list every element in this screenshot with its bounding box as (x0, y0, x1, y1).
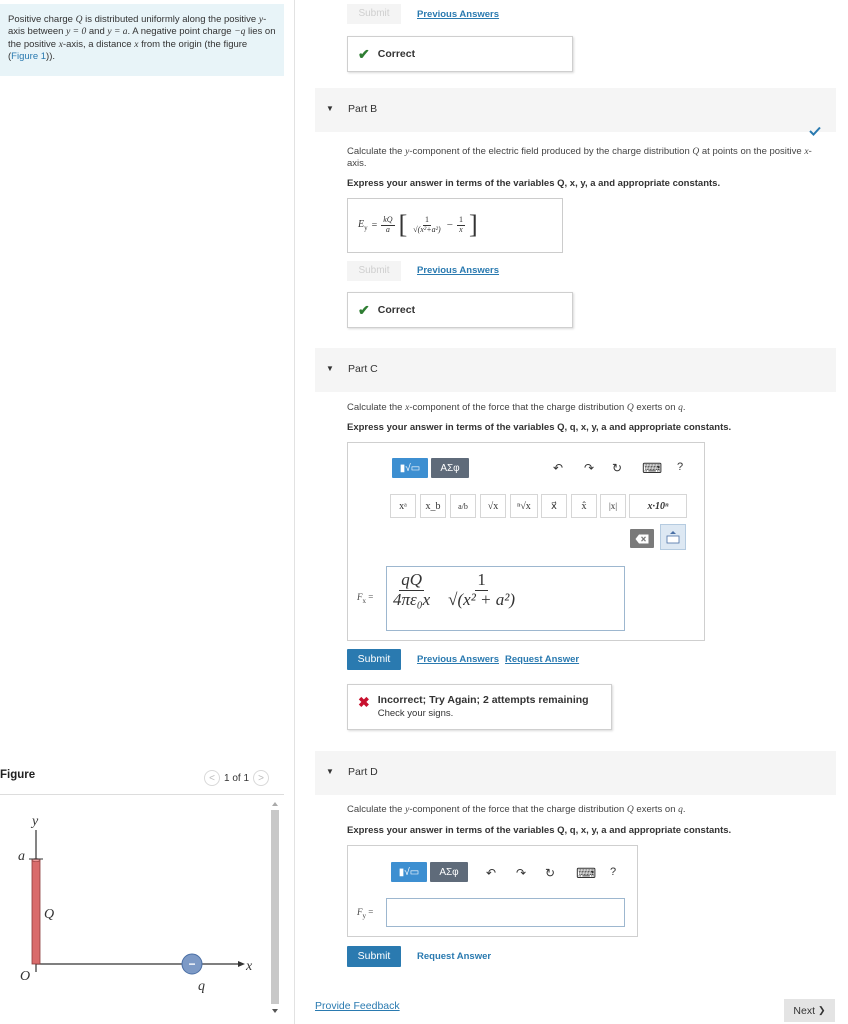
figure-pager-text: 1 of 1 (224, 772, 250, 784)
superscript-button[interactable]: xᵃ (390, 494, 416, 518)
fy-label: $F_y$ = (357, 907, 374, 920)
completed-check-icon (809, 126, 821, 136)
var-x: x (134, 39, 139, 50)
templates-button[interactable]: ▮√▭ (392, 458, 428, 478)
prev-figure-button[interactable]: < (204, 770, 220, 786)
part-b-question (347, 146, 817, 170)
panel-divider (294, 0, 295, 1024)
problem-text: . A negative point charge (127, 26, 235, 38)
keyboard-shortcuts-icon[interactable]: ⌨ (576, 865, 597, 881)
question-text: Calculate the (347, 146, 406, 157)
scrollbar-thumb[interactable] (271, 810, 279, 1004)
var-x: x (804, 147, 809, 157)
feedback-text: Correct (377, 48, 416, 60)
var-q: q (678, 805, 683, 815)
part-c-answer-input[interactable] (386, 566, 625, 631)
feedback-title: Incorrect; Try Again; 2 attempts remaining (377, 694, 589, 706)
var-Q: Q (626, 805, 634, 815)
help-icon[interactable]: ? (610, 866, 617, 878)
greek-symbols-button[interactable]: ΑΣφ (431, 458, 469, 478)
x-axis-arrow-icon (238, 961, 245, 967)
answer-lhs: $E_y$ (358, 218, 368, 232)
var-y: y (405, 805, 410, 815)
figure-title: Figure (0, 769, 36, 781)
bracket-close: ] (468, 210, 478, 239)
provide-feedback-link[interactable]: Provide Feedback (315, 1000, 400, 1012)
part-b-instruction: Express your answer in terms of the variables Q, x, y, a and appropriate constants. (347, 178, 721, 189)
part-title: Part C (348, 363, 378, 375)
label-y: y (32, 814, 39, 829)
problem-text: -axis, a distance (62, 38, 135, 50)
part-title: Part B (348, 103, 378, 115)
label-a: a (18, 849, 25, 864)
undo-icon[interactable]: ↶ (486, 866, 497, 880)
divider (0, 794, 284, 795)
var-x: x (405, 403, 410, 413)
feedback-body (378, 694, 589, 719)
templates-button[interactable]: ▮√▭ (391, 862, 427, 882)
part-d-submit-button[interactable]: Submit (347, 946, 401, 967)
entered-expression (391, 571, 517, 609)
part-b-answer-box (347, 198, 563, 253)
label-q: q (198, 979, 205, 994)
collapse-triangle-icon: ▼ (326, 104, 334, 113)
redo-icon[interactable]: ↷ (516, 866, 527, 880)
reset-icon[interactable]: ↻ (612, 461, 623, 475)
next-button[interactable] (784, 999, 835, 1022)
part-c-previous-answers-link[interactable]: Previous Answers (417, 654, 500, 665)
problem-text: and (86, 26, 108, 38)
problem-statement (0, 4, 284, 76)
problem-text: from the origin (the figure ( (8, 38, 248, 63)
check-icon: ✔ (358, 45, 370, 62)
entered-fraction: $\frac{qQ}{\text{4πε₀x}}$ (393, 570, 431, 609)
incorrect-x-icon: ✖ (358, 694, 370, 710)
part-b-header[interactable] (315, 88, 836, 132)
next-figure-button[interactable]: > (253, 770, 269, 786)
answer-expression (358, 210, 478, 240)
part-d-answer-input[interactable] (386, 898, 625, 927)
collapse-triangle-icon: ▼ (326, 767, 334, 776)
fraction: $\frac{1}{\text{√(x²+a²)}}$ (413, 214, 441, 234)
vector-button[interactable]: x⃗ (541, 494, 567, 518)
fx-label: $F_x$ = (357, 592, 374, 605)
var-x: x (58, 39, 63, 50)
var-Q: Q (626, 403, 634, 413)
unit-vector-button[interactable]: x̂ (571, 494, 597, 518)
collapse-triangle-icon: ▼ (326, 364, 334, 373)
var-y: y (258, 15, 264, 25)
show-keyboard-button[interactable] (660, 524, 686, 550)
figure-pager (204, 770, 269, 786)
greek-symbols-button[interactable]: ΑΣφ (430, 862, 468, 882)
fraction-button[interactable]: a/b (450, 494, 476, 518)
label-x: x (246, 959, 253, 974)
var-neg-q: −q (234, 27, 246, 38)
part-c-question (347, 402, 686, 414)
feedback-text: Correct (377, 304, 416, 316)
figure-diagram (0, 800, 268, 1015)
equation: y = a (107, 27, 128, 38)
part-a-previous-answers-link[interactable]: Previous Answers (417, 9, 500, 20)
question-text: -component of the electric field produced by the charge distribution (409, 146, 693, 157)
undo-icon[interactable]: ↶ (553, 461, 564, 475)
question-text: -axis. (347, 146, 812, 169)
chevron-right-icon: ❯ (818, 1005, 826, 1015)
question-text: exerts on (633, 402, 679, 413)
part-b-feedback (347, 292, 573, 328)
question-text: -component of the force that the charge distribution (409, 804, 627, 815)
question-text: Calculate the (347, 402, 406, 413)
problem-text: )). (46, 51, 55, 63)
equals-sign: = (371, 219, 378, 231)
feedback-detail: Check your signs. (377, 708, 454, 719)
part-a-submit-button[interactable]: Submit (347, 4, 401, 24)
label-O: O (20, 969, 31, 984)
part-d-instruction: Express your answer in terms of the variables Q, q, x, y, a and appropriate constants. (347, 825, 732, 836)
part-c-instruction: Express your answer in terms of the variables Q, q, x, y, a and appropriate constants. (347, 422, 732, 433)
problem-text: lies on the positive (8, 26, 276, 50)
part-b-previous-answers-link[interactable]: Previous Answers (417, 265, 500, 276)
fraction: $\frac{kQ}{a}$ (383, 214, 393, 234)
question-text: -component of the force that the charge distribution (409, 402, 627, 413)
label-Q: Q (44, 907, 55, 922)
help-icon[interactable]: ? (677, 461, 684, 473)
part-d-request-answer-link[interactable]: Request Answer (417, 951, 492, 962)
problem-text: Positive charge (8, 14, 76, 25)
keyboard-toggle-icon (666, 530, 680, 544)
scientific-notation-button[interactable]: x·10ⁿ (629, 494, 687, 518)
question-text: exerts on (633, 804, 679, 815)
problem-text: -axis between (8, 14, 267, 38)
question-text: Calculate the (347, 804, 406, 815)
question-text: . (682, 804, 686, 815)
subscript-button[interactable]: x_b (420, 494, 446, 518)
part-c-header[interactable] (315, 348, 836, 392)
question-text: at points on the positive (699, 146, 805, 157)
fraction: $\frac{1}{x}$ (458, 214, 463, 234)
part-d-header[interactable] (315, 751, 836, 795)
part-c-request-answer-link[interactable]: Request Answer (505, 654, 580, 665)
backspace-icon (635, 534, 649, 544)
backspace-button[interactable] (630, 529, 654, 548)
var-Q: Q (75, 15, 83, 25)
absolute-value-button[interactable]: |x| (600, 494, 626, 518)
entered-fraction: $\frac{1}{\text{√(x² + a²)}}$ (448, 570, 516, 609)
var-y: y (405, 147, 410, 157)
question-text: . (682, 402, 686, 413)
var-Q: Q (692, 147, 700, 157)
check-icon: ✔ (358, 301, 370, 318)
charged-rod (32, 860, 40, 964)
problem-text: is distributed uniformly along the positive (82, 14, 259, 25)
sqrt-button[interactable]: √x (480, 494, 506, 518)
bracket-open: [ (398, 210, 408, 239)
var-q: q (678, 403, 683, 413)
part-c-feedback (347, 684, 612, 730)
part-c-submit-button[interactable]: Submit (347, 649, 401, 670)
reset-icon[interactable]: ↻ (545, 866, 556, 880)
part-title: Part D (348, 766, 378, 778)
minus-sign: − (446, 219, 453, 231)
keyboard-shortcuts-icon[interactable]: ⌨ (642, 460, 663, 476)
minus-sign: − (188, 957, 196, 971)
figure-link[interactable]: Figure 1 (11, 51, 47, 63)
part-d-question (347, 804, 686, 816)
next-label: Next (793, 1004, 816, 1017)
part-b-submit-button[interactable]: Submit (347, 261, 401, 281)
equation: y = 0 (66, 27, 87, 38)
figure-scrollbar[interactable] (269, 800, 281, 1015)
nth-root-button[interactable]: ⁿ√x (510, 494, 538, 518)
redo-icon[interactable]: ↷ (584, 461, 595, 475)
part-a-feedback (347, 36, 573, 72)
